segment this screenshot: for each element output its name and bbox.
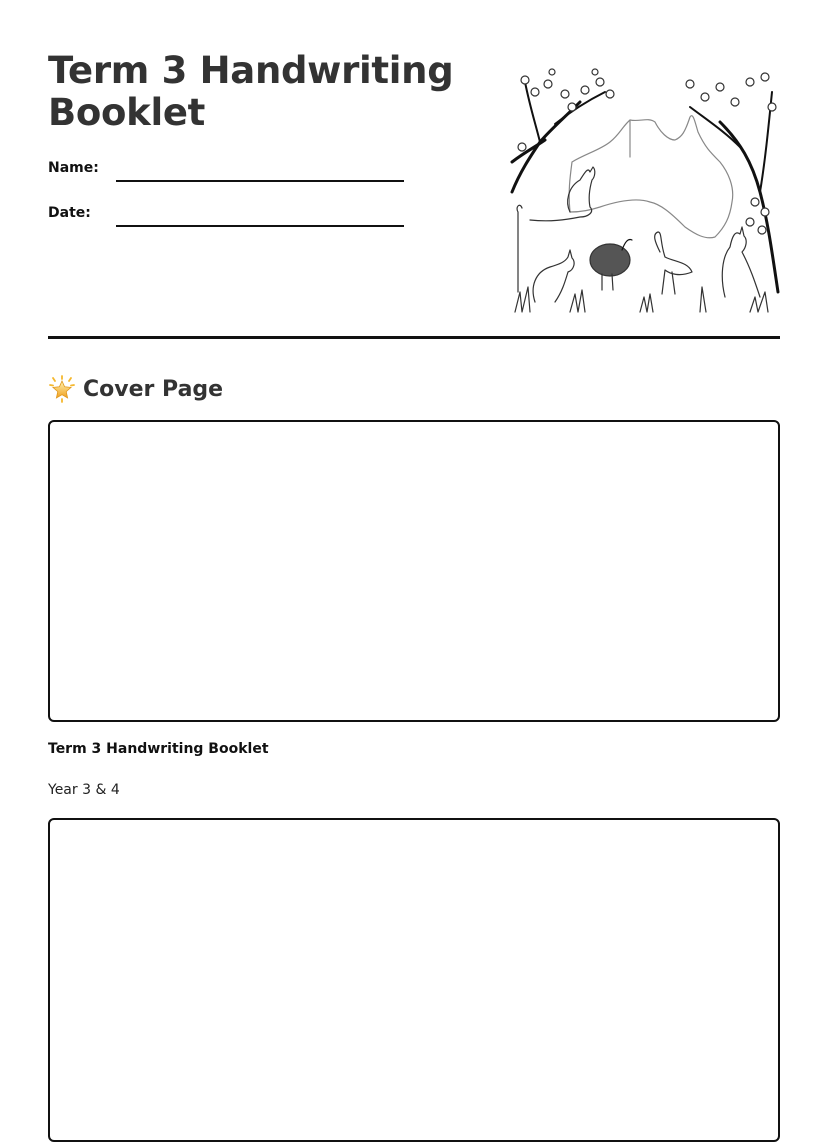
date-write-line[interactable] [116, 225, 404, 227]
header-divider [48, 336, 780, 339]
page-header [48, 0, 780, 340]
section-title: Cover Page [83, 376, 224, 402]
title-line-1: Term 3 Handwriting [48, 49, 454, 92]
glowing-star-icon [48, 375, 76, 403]
name-label: Name: [48, 160, 99, 176]
cover-drawing-box[interactable] [48, 420, 780, 722]
name-write-line[interactable] [116, 180, 404, 182]
date-label: Date: [48, 205, 91, 221]
booklet-title-text: Term 3 Handwriting Booklet [48, 741, 269, 757]
booklet-page [48, 0, 780, 798]
title-line-2: Booklet [48, 91, 206, 134]
year-level-text: Year 3 & 4 [48, 782, 120, 798]
date-field[interactable] [48, 203, 408, 227]
australia-animals-illustration-icon [510, 62, 780, 318]
section-heading [48, 374, 223, 404]
name-field[interactable] [48, 158, 408, 182]
page-title [48, 50, 453, 134]
writing-box[interactable] [48, 818, 780, 1142]
